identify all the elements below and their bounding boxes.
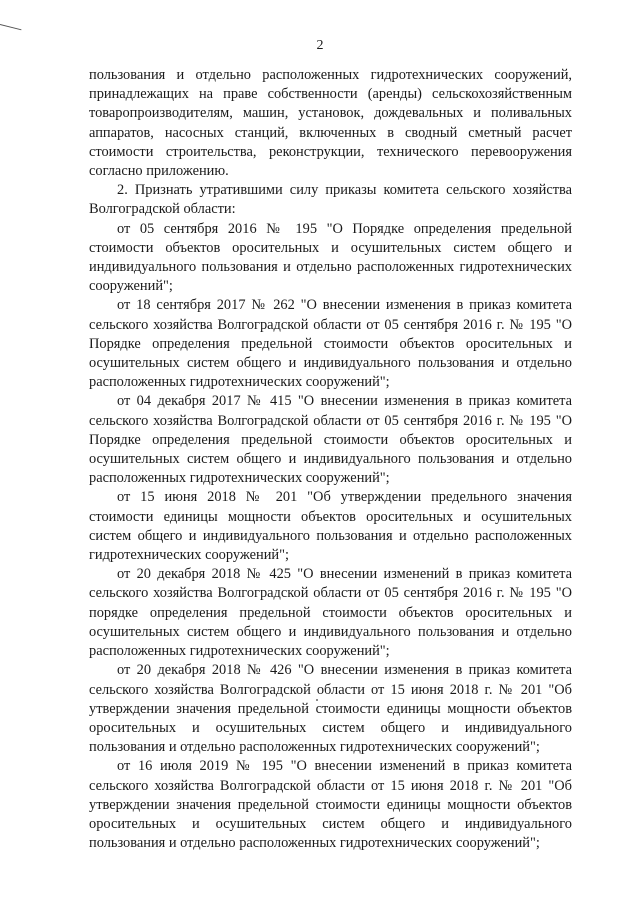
document-body xyxy=(89,66,572,853)
revoked-order-item: от 04 декабря 2017 № 415 "О внесении изменения в приказ комитета сельского хозяйства Волгоградской области от 05 сентября 2016 г. № 195 "О Порядке определения предельной стоимости объектов оросительных и осушительных систем общего и индивидуального пользования и отдельно расположенных гидротехнических сооружений"; xyxy=(89,393,572,487)
revoked-order-item: от 18 сентября 2017 № 262 "О внесении изменения в приказ комитета сельского хозяйства Волгоградской области от 05 сентября 2016 г. № 195 "О Порядке определения предельной стоимости объектов оросительных и осушительных систем общего и индивидуального пользования и отдельно расположенных гидротехнических сооружений"; xyxy=(89,297,572,391)
scan-corner-mark xyxy=(0,24,21,30)
revoked-order-item: от 05 сентября 2016 № 195 "О Порядке определения предельной стоимости объектов оросительных и осушительных систем общего и индивидуального пользования и отдельно расположенных гидротехнических сооружений"; xyxy=(89,220,572,295)
revoked-order-item: от 20 декабря 2018 № 425 "О внесении изменений в приказ комитета сельского хозяйства Волгоградской области от 05 сентября 2016 г. № 195 "О порядке определения предельной стоимости объектов оросительных и осушительных систем общего и индивидуального пользования и отдельно расположенных гидротехнических сооружений"; xyxy=(89,566,572,660)
revoked-order-item: от 20 декабря 2018 № 426 "О внесении изменения в приказ комитета сельского хозяйства Волгоградской области от 15 июня 2018 г. № 201 "Об утверждении значения предельной стоимости единицы мощности объектов оросительных и осушительных систем общего и индивидуального пользования и отдельно расположенных гидротехнических сооружений"; xyxy=(89,662,572,756)
revoked-order-item: от 16 июля 2019 № 195 "О внесении изменений в приказ комитета сельского хозяйства Волгоградской области от 15 июня 2018 г. № 201 "Об утверждении значения предельной стоимости единицы мощности объектов оросительных и осушительных систем общего и индивидуального пользования и отдельно расположенных гидротехнических сооружений"; xyxy=(89,758,572,852)
revoked-order-item: от 15 июня 2018 № 201 "Об утверждении предельного значения стоимости единицы мощности объектов оросительных и осушительных систем общего и индивидуального пользования и отдельно расположенных гидротехнических сооружений"; xyxy=(89,489,572,564)
scan-speck xyxy=(316,699,318,701)
page-number: 2 xyxy=(316,38,324,53)
section-2-heading: 2. Признать утратившими силу приказы комитета сельского хозяйства Волгоградской области: xyxy=(89,182,572,218)
opening-paragraph: пользования и отдельно расположенных гидротехнических сооружений, принадлежащих на праве собственности (аренды) сельскохозяйственным товаропроизводителям, машин, установок, дождевальных и поливальных аппаратов, насосных станций, включенных в сводный сметный расчет стоимости строительства, реконструкции, технического перевооружения согласно приложению. xyxy=(89,67,572,180)
